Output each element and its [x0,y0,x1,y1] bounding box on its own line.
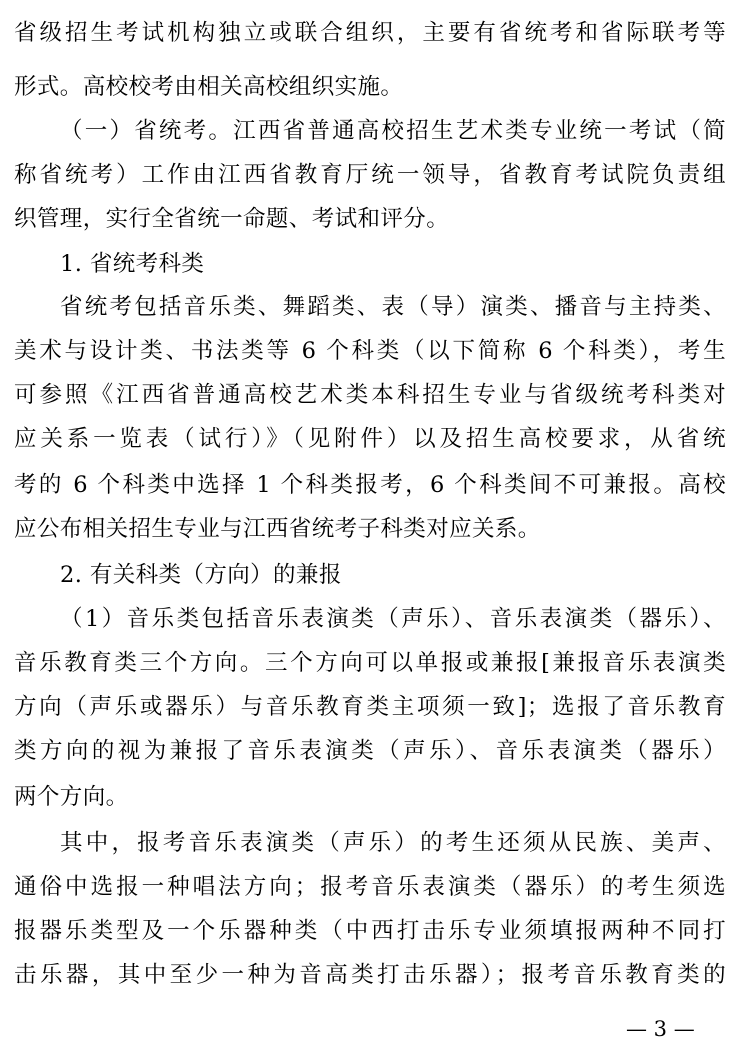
text-line: 应关系一览表（试行）》（见附件）以及招生高校要求，从省统 [14,426,726,452]
text-line: 称省统考）工作由江西省教育厅统一领导，省教育考试院负责组 [14,162,726,188]
text-line: 省统考包括音乐类、舞蹈类、表（导）演类、播音与主持类、 [60,294,726,320]
text-line: 可参照《江西省普通高校艺术类本科招生专业与省级统考科类对 [14,382,726,408]
text-line: 类方向的视为兼报了音乐表演类（声乐）、音乐表演类（器乐） [14,738,726,764]
subheading-line: 2. 有关科类（方向）的兼报 [60,562,342,588]
text-line: （1）音乐类包括音乐表演类（声乐）、音乐表演类（器乐）、 [60,606,726,632]
text-line: 通俗中选报一种唱法方向；报考音乐表演类（器乐）的考生须选 [14,874,726,900]
section-heading-line: （一）省统考。江西省普通高校招生艺术类专业统一考试（简 [60,118,726,144]
text-line: 报器乐类型及一个乐器种类（中西打击乐专业须填报两种不同打 [14,918,726,944]
text-line: 击乐器，其中至少一种为音高类打击乐器）；报考音乐教育类的 [14,962,726,988]
text-line: 考的 6 个科类中选择 1 个科类报考，6 个科类间不可兼报。高校 [14,472,726,498]
text-line: 织管理，实行全省统一命题、考试和评分。 [14,206,450,232]
text-line: 美术与设计类、书法类等 6 个科类（以下简称 6 个科类），考生 [14,338,726,364]
text-line: 方向（声乐或器乐）与音乐教育类主项须一致]；选报了音乐教育 [14,694,726,720]
page-number: — 3 — [626,1017,695,1041]
text-line: 其中，报考音乐表演类（声乐）的考生还须从民族、美声、 [60,830,726,856]
subheading-line: 1. 省统考科类 [60,251,205,277]
text-line: 音乐教育类三个方向。三个方向可以单报或兼报[兼报音乐表演类 [14,650,726,676]
text-line: 形式。高校校考由相关高校组织实施。 [14,74,404,100]
text-line: 两个方向。 [14,784,129,810]
text-line: 省级招生考试机构独立或联合组织，主要有省统考和省际联考等 [14,20,726,46]
text-line: 应公布相关招生专业与江西省统考子科类对应关系。 [14,516,541,542]
